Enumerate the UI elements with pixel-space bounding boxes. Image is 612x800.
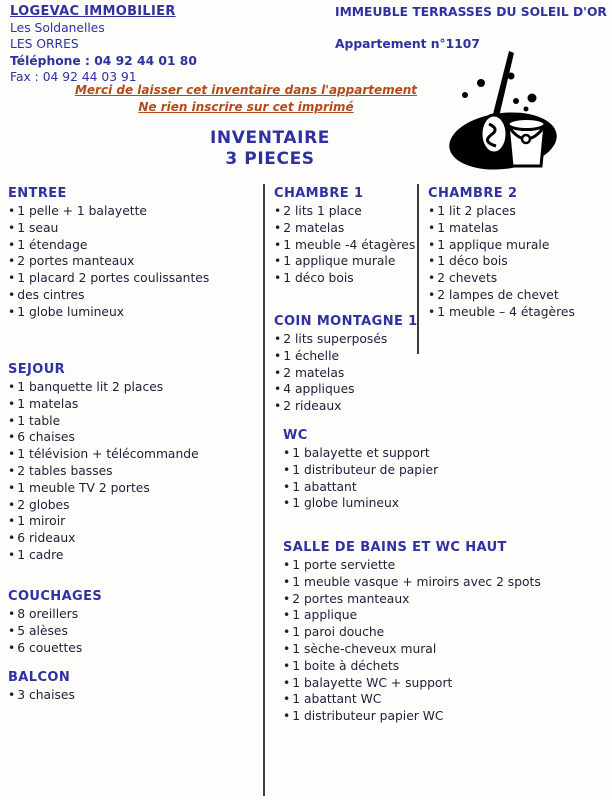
inventory-item: • 8 oreillers bbox=[8, 606, 102, 623]
inventory-item: • 3 chaises bbox=[8, 687, 75, 704]
column-divider-1 bbox=[263, 184, 265, 796]
agency-phone: Téléphone : 04 92 44 01 80 bbox=[10, 53, 197, 68]
section-items bbox=[283, 445, 438, 512]
section-balcon bbox=[8, 670, 75, 704]
agency-fax: Fax : 04 92 44 03 91 bbox=[10, 69, 137, 84]
inventory-item: • 1 meuble -4 étagères bbox=[274, 237, 415, 254]
inventory-item: • 2 globes bbox=[8, 497, 199, 514]
agency-name: LOGEVAC IMMOBILIER bbox=[10, 4, 176, 19]
inventory-item: • 2 matelas bbox=[274, 365, 418, 382]
section-items bbox=[8, 203, 209, 321]
inventory-item: • 4 appliques bbox=[274, 381, 418, 398]
inventory-item: • 1 distributeur papier WC bbox=[283, 708, 541, 725]
section-title: SALLE DE BAINS ET WC HAUT bbox=[283, 540, 507, 555]
inventory-item: • 1 étendage bbox=[8, 237, 209, 254]
section-salle-de-bains-wc-haut bbox=[283, 540, 541, 725]
inventory-item: • 6 rideaux bbox=[8, 530, 199, 547]
section-items bbox=[8, 687, 75, 704]
inventory-item: • 1 déco bois bbox=[274, 270, 415, 287]
inventory-item: • 1 miroir bbox=[8, 513, 199, 530]
inventory-item: • 1 meuble – 4 étagères bbox=[428, 304, 575, 321]
section-items bbox=[274, 203, 415, 287]
inventory-item: • 1 lit 2 places bbox=[428, 203, 575, 220]
inventory-item: • 1 boite à déchets bbox=[283, 658, 541, 675]
inventory-item: • 1 applique murale bbox=[274, 253, 415, 270]
building-block bbox=[335, 4, 607, 52]
inventory-item: • 1 abattant WC bbox=[283, 691, 541, 708]
section-title: WC bbox=[283, 428, 308, 443]
inventory-item: • 1 abattant bbox=[283, 479, 438, 496]
section-items bbox=[8, 379, 199, 564]
section-title: CHAMBRE 1 bbox=[274, 186, 364, 201]
notice-line2: Ne rien inscrire sur cet imprimé bbox=[138, 100, 354, 114]
section-chambre-2 bbox=[428, 186, 575, 321]
section-title: CHAMBRE 2 bbox=[428, 186, 518, 201]
section-sejour bbox=[8, 362, 199, 564]
page-title-line1: INVENTAIRE bbox=[209, 128, 330, 148]
inventory-item: • 1 porte serviette bbox=[283, 557, 541, 574]
inventory-item: • 1 sèche-cheveux mural bbox=[283, 641, 541, 658]
inventory-item: • 1 applique murale bbox=[428, 237, 575, 254]
inventory-item: • 1 échelle bbox=[274, 348, 418, 365]
inventory-item: • 1 seau bbox=[8, 220, 209, 237]
inventory-item: • 1 table bbox=[8, 413, 199, 430]
section-title: COUCHAGES bbox=[8, 589, 103, 604]
inventory-item: • 1 meuble TV 2 portes bbox=[8, 480, 199, 497]
building-name: IMMEUBLE TERRASSES DU SOLEIL D'OR bbox=[335, 5, 607, 19]
inventory-item: • 6 chaises bbox=[8, 429, 199, 446]
inventory-item: • 1 pelle + 1 balayette bbox=[8, 203, 209, 220]
inventory-item: • des cintres bbox=[8, 287, 209, 304]
inventory-item: • 1 meuble vasque + miroirs avec 2 spots bbox=[283, 574, 541, 591]
section-items bbox=[428, 203, 575, 321]
section-title: COIN MONTAGNE 1 bbox=[274, 314, 418, 329]
inventory-item: • 1 matelas bbox=[428, 220, 575, 237]
inventory-item: • 1 applique bbox=[283, 607, 541, 624]
inventory-item: • 2 lits superposés bbox=[274, 331, 418, 348]
agency-block bbox=[10, 4, 197, 85]
section-chambre-1 bbox=[274, 186, 415, 287]
inventory-item: • 6 couettes bbox=[8, 640, 102, 657]
page-title-line2: 3 PIECES bbox=[225, 149, 315, 169]
section-items bbox=[274, 331, 418, 415]
inventory-item: • 2 portes manteaux bbox=[8, 253, 209, 270]
inventory-item: • 5 alèses bbox=[8, 623, 102, 640]
inventory-item: • 1 distributeur de papier bbox=[283, 462, 438, 479]
notice-line1: Merci de laisser cet inventaire dans l'appartement bbox=[74, 83, 418, 97]
agency-address-line2: LES ORRES bbox=[10, 37, 79, 52]
inventory-item: • 1 déco bois bbox=[428, 253, 575, 270]
section-items bbox=[8, 606, 102, 656]
cleaning-clipart-image bbox=[448, 48, 560, 178]
inventory-item: • 1 globe lumineux bbox=[283, 495, 438, 512]
inventory-item: • 2 lampes de chevet bbox=[428, 287, 575, 304]
agency-address-line1: Les Soldanelles bbox=[10, 21, 105, 36]
section-title: ENTREE bbox=[8, 186, 67, 201]
inventory-item: • 1 placard 2 portes coulissantes bbox=[8, 270, 209, 287]
inventory-item: • 2 tables basses bbox=[8, 463, 199, 480]
inventory-item: • 1 télévision + télécommande bbox=[8, 446, 199, 463]
inventory-item: • 2 rideaux bbox=[274, 398, 418, 415]
inventory-item: • 2 chevets bbox=[428, 270, 575, 287]
inventory-item: • 2 portes manteaux bbox=[283, 591, 541, 608]
section-wc bbox=[283, 428, 438, 512]
inventory-item: • 1 balayette WC + support bbox=[283, 675, 541, 692]
inventory-item: • 2 matelas bbox=[274, 220, 415, 237]
inventory-item: • 1 cadre bbox=[8, 547, 199, 564]
inventory-item: • 1 globe lumineux bbox=[8, 304, 209, 321]
section-coin-montagne-1 bbox=[274, 314, 418, 415]
inventory-item: • 1 banquette lit 2 places bbox=[8, 379, 199, 396]
notice-block bbox=[0, 82, 492, 116]
section-title: SEJOUR bbox=[8, 362, 66, 377]
inventory-item: • 1 matelas bbox=[8, 396, 199, 413]
section-couchages bbox=[8, 589, 102, 656]
apartment-number: Appartement n°1107 bbox=[335, 37, 480, 51]
inventory-item: • 1 paroi douche bbox=[283, 624, 541, 641]
section-title: BALCON bbox=[8, 670, 71, 685]
section-entree bbox=[8, 186, 209, 321]
section-items bbox=[283, 557, 541, 725]
inventory-item: • 2 lits 1 place bbox=[274, 203, 415, 220]
inventory-item: • 1 balayette et support bbox=[283, 445, 438, 462]
